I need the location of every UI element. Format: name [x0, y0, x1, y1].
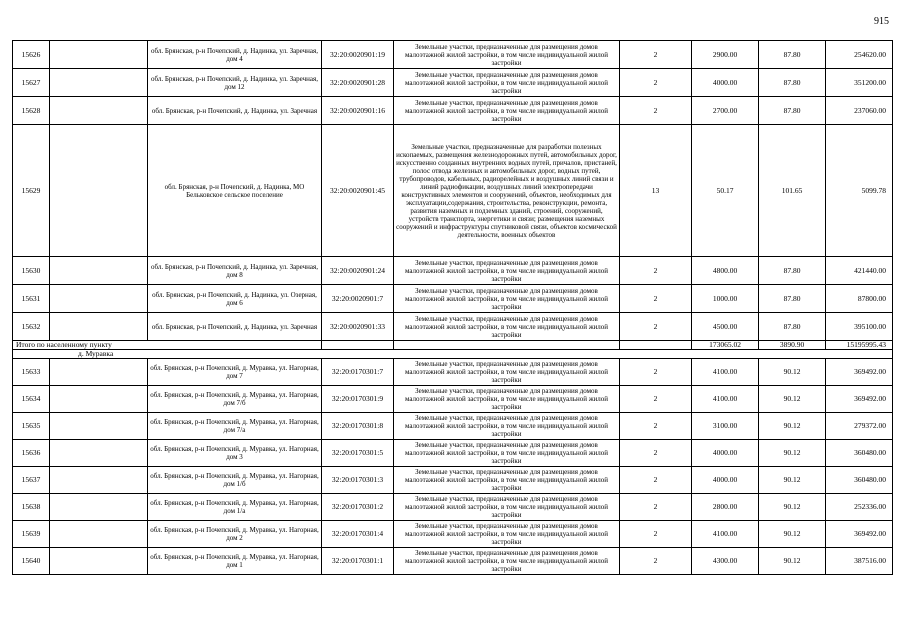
table-row	[13, 521, 893, 548]
area-cell: 1000.00	[692, 285, 759, 313]
rate-cell: 90.12	[759, 494, 826, 521]
group-cell: 2	[620, 313, 692, 341]
table-row	[13, 386, 893, 413]
row-number-cell: 15627	[13, 69, 50, 97]
land-use-cell: Земельные участки, предназначенные для размещения домов малоэтажной жилой застройки, в том числе индивидуальной жилой застройки	[394, 386, 620, 413]
row-number-cell: 15631	[13, 285, 50, 313]
cadastral-value-cell: 387516.00	[826, 548, 893, 575]
land-use-cell: Земельные участки, предназначенные для размещения домов малоэтажной жилой застройки, в том числе индивидуальной жилой застройки	[394, 313, 620, 341]
rate-cell: 90.12	[759, 359, 826, 386]
land-use-cell: Земельные участки, предназначенные для размещения домов малоэтажной жилой застройки, в том числе индивидуальной жилой застройки	[394, 467, 620, 494]
empty-cell	[50, 413, 148, 440]
settlement-row	[13, 350, 893, 359]
settlement-name-cell: д. Муравка	[13, 350, 893, 359]
cadastral-number-cell: 32:20:0170301:5	[322, 440, 394, 467]
group-cell: 2	[620, 285, 692, 313]
empty-cell	[50, 548, 148, 575]
row-number-cell: 15632	[13, 313, 50, 341]
table-row	[13, 440, 893, 467]
cadastral-number-cell: 32:20:0170301:3	[322, 467, 394, 494]
land-use-cell: Земельные участки, предназначенные для размещения домов малоэтажной жилой застройки, в том числе индивидуальной жилой застройки	[394, 494, 620, 521]
empty-cell	[50, 97, 148, 125]
cadastral-value-cell: 395100.00	[826, 313, 893, 341]
cadastral-number-cell: 32:20:0020901:28	[322, 69, 394, 97]
area-cell: 4300.00	[692, 548, 759, 575]
empty-cell	[50, 440, 148, 467]
area-cell: 4500.00	[692, 313, 759, 341]
cadastral-value-cell: 252336.00	[826, 494, 893, 521]
cadastral-value-cell: 279372.00	[826, 413, 893, 440]
cadastral-value-cell: 351200.00	[826, 69, 893, 97]
cadastral-value-cell: 360480.00	[826, 467, 893, 494]
cadastral-number-cell: 32:20:0020901:16	[322, 97, 394, 125]
address-cell: обл. Брянская, р-н Почепский, д. Надинка, ул. Заречная, дом 12	[148, 69, 322, 97]
table-row	[13, 494, 893, 521]
land-use-cell: Земельные участки, предназначенные для размещения домов малоэтажной жилой застройки, в том числе индивидуальной жилой застройки	[394, 548, 620, 575]
address-cell: обл. Брянская, р-н Почепский, д. Муравка, ул. Нагорная, дом 2	[148, 521, 322, 548]
cadastral-number-cell: 32:20:0170301:4	[322, 521, 394, 548]
group-cell: 2	[620, 386, 692, 413]
area-cell: 4100.00	[692, 359, 759, 386]
rate-cell: 87.80	[759, 257, 826, 285]
address-cell: обл. Брянская, р-н Почепский, д. Надинка, ул. Озерная, дом 6	[148, 285, 322, 313]
area-cell: 2900.00	[692, 41, 759, 69]
group-cell: 2	[620, 548, 692, 575]
cadastral-value-table	[12, 40, 893, 575]
group-cell: 2	[620, 257, 692, 285]
row-number-cell: 15637	[13, 467, 50, 494]
empty-cell	[50, 359, 148, 386]
address-cell: обл. Брянская, р-н Почепский, д. Надинка, ул. Заречная, дом 8	[148, 257, 322, 285]
table-row	[13, 285, 893, 313]
row-number-cell: 15634	[13, 386, 50, 413]
table-row	[13, 257, 893, 285]
address-cell: обл. Брянская, р-н Почепский, д. Муравка, ул. Нагорная, дом 1/а	[148, 494, 322, 521]
area-cell: 4100.00	[692, 521, 759, 548]
rate-cell: 87.80	[759, 69, 826, 97]
empty-cell	[50, 521, 148, 548]
cadastral-value-cell: 360480.00	[826, 440, 893, 467]
rate-cell: 87.80	[759, 285, 826, 313]
rate-cell: 90.12	[759, 386, 826, 413]
address-cell: обл. Брянская, р-н Почепский, д. Муравка, ул. Нагорная, дом 1/б	[148, 467, 322, 494]
rate-cell: 90.12	[759, 413, 826, 440]
cadastral-value-cell: 369492.00	[826, 386, 893, 413]
group-cell: 2	[620, 440, 692, 467]
land-use-cell: Земельные участки, предназначенные для размещения домов малоэтажной жилой застройки, в том числе индивидуальной жилой застройки	[394, 69, 620, 97]
total-rate-cell: 3890.90	[759, 341, 826, 350]
cadastral-value-cell: 369492.00	[826, 359, 893, 386]
table-row	[13, 467, 893, 494]
address-cell: обл. Брянская, р-н Почепский, д. Муравка, ул. Нагорная, дом 3	[148, 440, 322, 467]
area-cell: 4000.00	[692, 69, 759, 97]
table-row	[13, 69, 893, 97]
address-cell: обл. Брянская, р-н Почепский, д. Надинка, МО Бельковское сельское поселение	[148, 125, 322, 257]
empty-cell	[50, 494, 148, 521]
address-cell: обл. Брянская, р-н Почепский, д. Надинка, ул. Заречная	[148, 97, 322, 125]
empty-cell	[50, 386, 148, 413]
group-cell: 2	[620, 41, 692, 69]
table-row	[13, 359, 893, 386]
address-cell: обл. Брянская, р-н Почепский, д. Муравка, ул. Нагорная, дом 1	[148, 548, 322, 575]
table-row	[13, 413, 893, 440]
table-row	[13, 313, 893, 341]
row-number-cell: 15629	[13, 125, 50, 257]
empty-cell	[394, 341, 620, 350]
cadastral-number-cell: 32:20:0170301:7	[322, 359, 394, 386]
cadastral-value-cell: 254620.00	[826, 41, 893, 69]
area-cell: 4000.00	[692, 440, 759, 467]
area-cell: 2700.00	[692, 97, 759, 125]
cadastral-number-cell: 32:20:0170301:2	[322, 494, 394, 521]
group-cell: 2	[620, 494, 692, 521]
row-number-cell: 15630	[13, 257, 50, 285]
address-cell: обл. Брянская, р-н Почепский, д. Муравка, ул. Нагорная, дом 7/б	[148, 386, 322, 413]
empty-cell	[50, 313, 148, 341]
empty-cell	[50, 285, 148, 313]
empty-cell	[322, 341, 394, 350]
cadastral-number-cell: 32:20:0020901:7	[322, 285, 394, 313]
total-label-cell: Итого по населенному пункту	[13, 341, 322, 350]
group-cell: 13	[620, 125, 692, 257]
area-cell: 2800.00	[692, 494, 759, 521]
table-row	[13, 548, 893, 575]
cadastral-number-cell: 32:20:0170301:9	[322, 386, 394, 413]
total-row	[13, 341, 893, 350]
cadastral-value-cell: 369492.00	[826, 521, 893, 548]
land-use-cell: Земельные участки, предназначенные для размещения домов малоэтажной жилой застройки, в том числе индивидуальной жилой застройки	[394, 97, 620, 125]
cadastral-number-cell: 32:20:0020901:45	[322, 125, 394, 257]
empty-cell	[620, 341, 692, 350]
cadastral-value-cell: 421440.00	[826, 257, 893, 285]
land-use-cell: Земельные участки, предназначенные для размещения домов малоэтажной жилой застройки, в том числе индивидуальной жилой застройки	[394, 413, 620, 440]
area-cell: 4800.00	[692, 257, 759, 285]
row-number-cell: 15638	[13, 494, 50, 521]
cadastral-value-cell: 5099.78	[826, 125, 893, 257]
address-cell: обл. Брянская, р-н Почепский, д. Надинка, ул. Заречная	[148, 313, 322, 341]
total-area-cell: 173065.02	[692, 341, 759, 350]
address-cell: обл. Брянская, р-н Почепский, д. Муравка, ул. Нагорная, дом 7	[148, 359, 322, 386]
total-value-cell: 15195995.43	[826, 341, 893, 350]
row-number-cell: 15636	[13, 440, 50, 467]
page-number: 915	[874, 16, 889, 27]
area-cell: 3100.00	[692, 413, 759, 440]
row-number-cell: 15628	[13, 97, 50, 125]
address-cell: обл. Брянская, р-н Почепский, д. Надинка, ул. Заречная, дом 4	[148, 41, 322, 69]
rate-cell: 90.12	[759, 521, 826, 548]
land-use-cell: Земельные участки, предназначенные для размещения домов малоэтажной жилой застройки, в том числе индивидуальной жилой застройки	[394, 359, 620, 386]
empty-cell	[50, 41, 148, 69]
area-cell: 4000.00	[692, 467, 759, 494]
area-cell: 4100.00	[692, 386, 759, 413]
rate-cell: 90.12	[759, 440, 826, 467]
row-number-cell: 15639	[13, 521, 50, 548]
group-cell: 2	[620, 413, 692, 440]
group-cell: 2	[620, 69, 692, 97]
cadastral-number-cell: 32:20:0020901:19	[322, 41, 394, 69]
area-cell: 50.17	[692, 125, 759, 257]
group-cell: 2	[620, 359, 692, 386]
cadastral-number-cell: 32:20:0170301:1	[322, 548, 394, 575]
land-use-cell: Земельные участки, предназначенные для размещения домов малоэтажной жилой застройки, в том числе индивидуальной жилой застройки	[394, 257, 620, 285]
empty-cell	[50, 125, 148, 257]
row-number-cell: 15626	[13, 41, 50, 69]
row-number-cell: 15640	[13, 548, 50, 575]
land-use-cell: Земельные участки, предназначенные для размещения домов малоэтажной жилой застройки, в том числе индивидуальной жилой застройки	[394, 521, 620, 548]
table-row	[13, 41, 893, 69]
address-cell: обл. Брянская, р-н Почепский, д. Муравка, ул. Нагорная, дом 7/а	[148, 413, 322, 440]
empty-cell	[50, 257, 148, 285]
land-use-cell: Земельные участки, предназначенные для размещения домов малоэтажной жилой застройки, в том числе индивидуальной жилой застройки	[394, 41, 620, 69]
group-cell: 2	[620, 467, 692, 494]
rate-cell: 90.12	[759, 467, 826, 494]
group-cell: 2	[620, 97, 692, 125]
rate-cell: 101.65	[759, 125, 826, 257]
row-number-cell: 15633	[13, 359, 50, 386]
rate-cell: 87.80	[759, 97, 826, 125]
cadastral-number-cell: 32:20:0020901:24	[322, 257, 394, 285]
empty-cell	[50, 467, 148, 494]
land-use-cell: Земельные участки, предназначенные для размещения домов малоэтажной жилой застройки, в том числе индивидуальной жилой застройки	[394, 285, 620, 313]
cadastral-value-cell: 87800.00	[826, 285, 893, 313]
cadastral-number-cell: 32:20:0170301:8	[322, 413, 394, 440]
cadastral-value-cell: 237060.00	[826, 97, 893, 125]
row-number-cell: 15635	[13, 413, 50, 440]
empty-cell	[50, 69, 148, 97]
rate-cell: 87.80	[759, 41, 826, 69]
cadastral-number-cell: 32:20:0020901:33	[322, 313, 394, 341]
rate-cell: 87.80	[759, 313, 826, 341]
rate-cell: 90.12	[759, 548, 826, 575]
land-use-cell: Земельные участки, предназначенные для размещения домов малоэтажной жилой застройки, в том числе индивидуальной жилой застройки	[394, 440, 620, 467]
table-row	[13, 125, 893, 257]
land-use-cell: Земельные участки, предназначенные для разработки полезных ископаемых, размещения железнодорожных путей, автомобильных дорог, искусственно созданных внутренних водных путей, причалов, пристаней, полос отвода железных и автомобильных дорог, водных путей, трубопроводов, кабельных, радиорелейных и воздушных линий связи и линий радиофикации, воздушных линий электропередачи конструктивных элементов и сооружений, объектов, необходимых для эксплуатации,содержания, строительства, реконструкции, ремонта, развития наземных и подземных зданий, строений, сооружений, устройств транспорта, энергетики и связи; размещения наземных сооружений и инфраструктуры спутниковой связи, объектов космической деятельности, военных объектов	[394, 125, 620, 257]
table-row	[13, 97, 893, 125]
group-cell: 2	[620, 521, 692, 548]
